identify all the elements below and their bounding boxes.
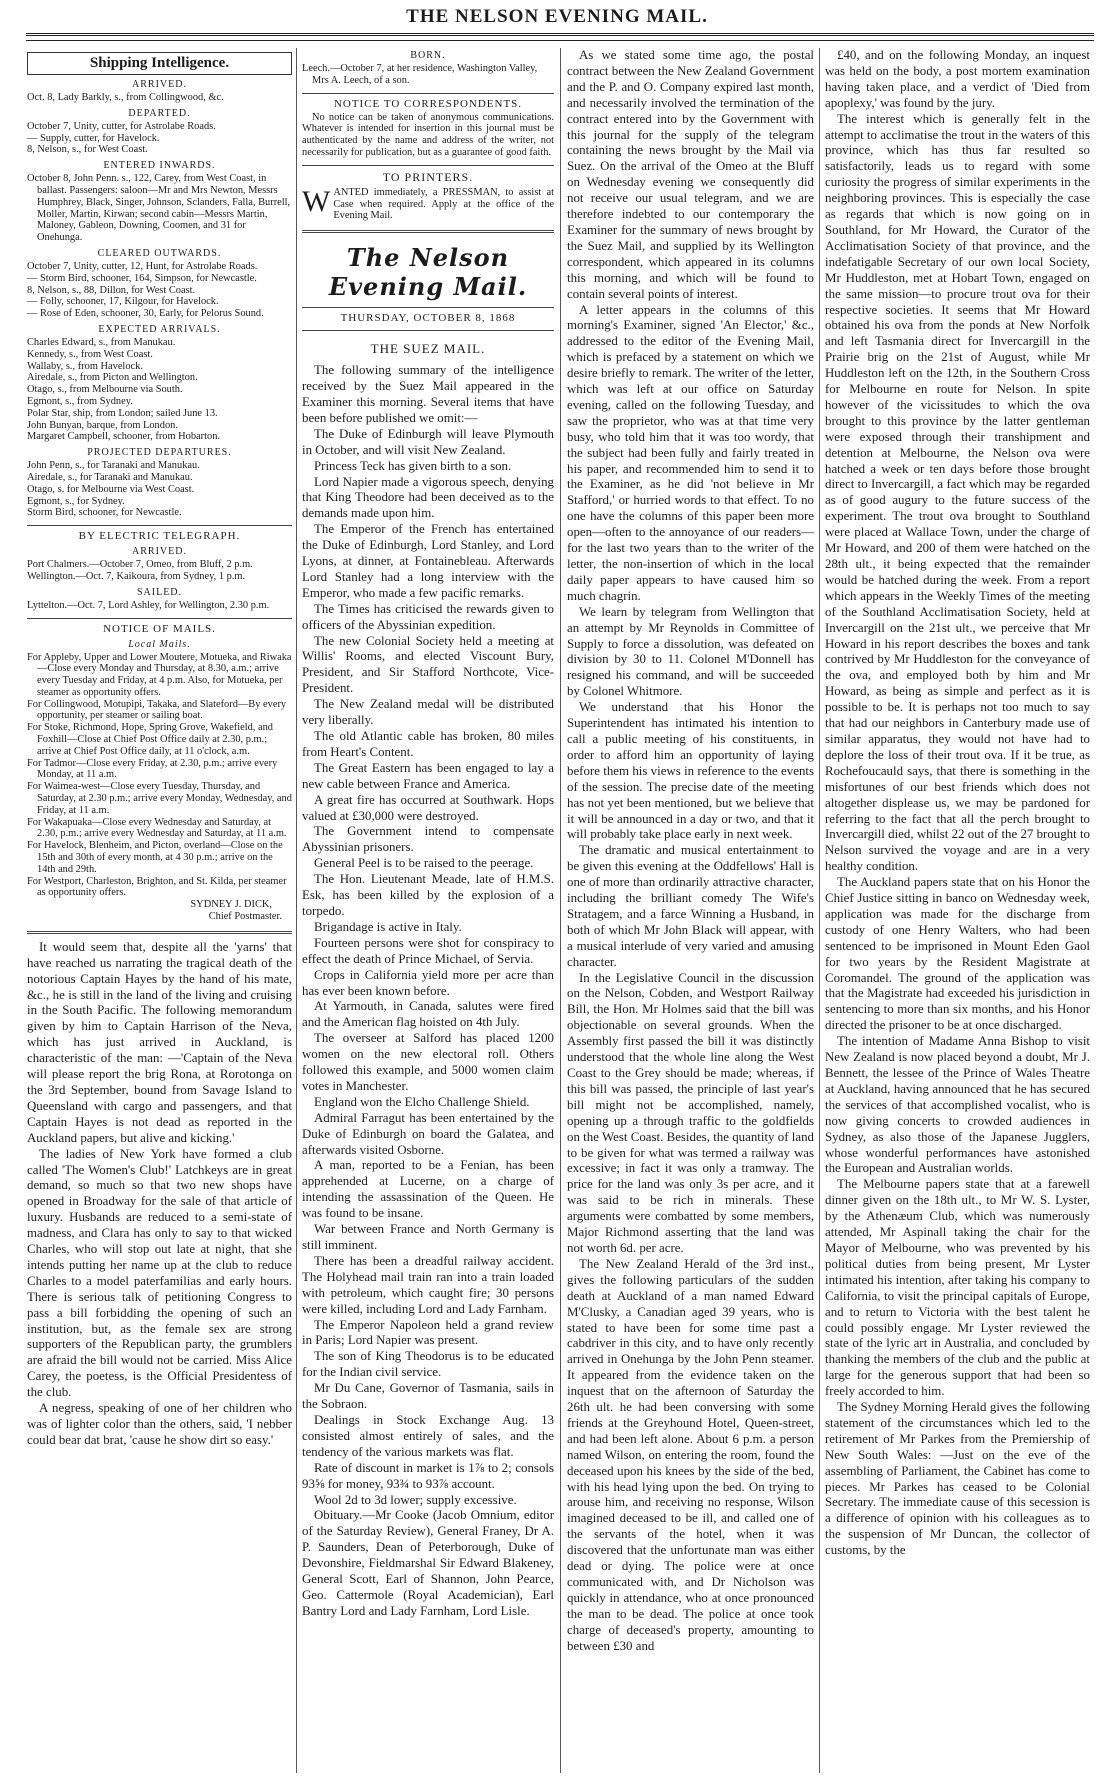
article-paragraph: The New Zealand Herald of the 3rd inst., gives the following particulars of the sudden death at Auckland of a man named Edward M'Clusky, a Canadian aged 39 years, who is stated to have been for some time past a cabdriver in this city, and to have only recently arrived in Onehunga by the John Penn steamer. It appeared from the evidence taken on the inquest that on the afternoon of Saturday the 26th ult. he had been conversing with some friends at the Greyhound Hotel, Queen-street, and had been left alone. About 6 p.m. a person named Wilson, on entering the room, found the deceased upon his knees by the side of the bed, with his head lying upon the bed. On trying to arouse him, and receiving no response, Wilson imagined deceased to be ill, and called one of the servants of the hotel, when it was discovered that the unfortunate man was either dead or dying. The police were at once communicated with, and Dr Nicholson was quickly in attendance, who at once pronounced the man to be dead. The police at once took charge of deceased's property, amounting to between £30 and bbox=[567, 1256, 814, 1653]
article-paragraph: £40, and on the following Monday, an inquest was held on the body, a post mortem examination having taken place, and a verdict of 'Died from apoplexy,' was found by the jury. bbox=[825, 48, 1090, 110]
article-paragraph: The New Zealand medal will be distributed very liberally. bbox=[302, 697, 554, 728]
article-paragraph: The Duke of Edinburgh will leave Plymouth in October, and will visit New Zealand. bbox=[302, 426, 554, 457]
article-paragraph: There has been a dreadful railway accident. The Holyhead mail train ran into a train loaded with petroleum, which caught fire; 30 persons were killed, including Lord and Lady Farnham. bbox=[302, 1253, 554, 1316]
article-paragraph: The Hon. Lieutenant Meade, late of H.M.S. Esk, has been killed by the explosion of a torpedo. bbox=[302, 872, 554, 918]
list-item: Oct. 8, Lady Barkly, s., from Collingwood, &c. bbox=[27, 92, 224, 103]
article-paragraph: War between France and North Germany is still imminent. bbox=[302, 1222, 554, 1253]
article-paragraph: The following summary of the intelligence received by the Suez Mail appeared in the Examiner this morning. Several items that have been before published we omit:— bbox=[302, 363, 554, 425]
article-paragraph: A negress, speaking of one of her children who was of lighter color than the others, said, 'I nebber could bear dat brat, 'cause he show dirt so easy.' bbox=[27, 1401, 292, 1447]
column-2 bbox=[302, 48, 554, 1773]
mails-subtitle: Local Mails. bbox=[128, 638, 191, 650]
printers-advert: ANTED immediately, a PRESSMAN, to assist at Case when required. Apply at the office of the Evening Mail. bbox=[333, 186, 554, 222]
list-item: Wellington.—Oct. 7, Kaikoura, from Sydney, 1 p.m. bbox=[27, 570, 246, 582]
list-item: For Wakapuaka—Close every Wednesday and Saturday, at 2.30, p.m.; arrive every Wednesday and Saturday, at 11 a.m. bbox=[27, 816, 287, 840]
list-item: Wallaby, s., from Havelock. bbox=[27, 360, 143, 372]
tel-arrived-heading: ARRIVED. bbox=[132, 546, 187, 558]
correspondents-heading: NOTICE TO CORRESPONDENTS. bbox=[333, 97, 523, 110]
list-item: Polar Star, ship, from London; sailed June 13. bbox=[27, 407, 218, 419]
arrived-heading: ARRIVED. bbox=[132, 79, 187, 90]
column-divider bbox=[560, 48, 561, 1773]
list-item: Airedale, s., for Taranaki and Manukau. bbox=[27, 471, 193, 483]
article-paragraph: England won the Elcho Challenge Shield. bbox=[314, 1094, 530, 1109]
article-paragraph: Fourteen persons were shot for conspiracy to effect the death of Prince Michael, of Servia. bbox=[302, 935, 554, 966]
list-item: Storm Bird, schooner, for Newcastle. bbox=[27, 507, 182, 519]
list-item: October 8, John Penn. s., 122, Carey, from West Coast, in ballast. Passengers: saloon—Mr and Mrs Newton, Messrs Humphrey, Black, Singer, Johnson, Sclanders, Falla, Burrell, Moller, Martin, Kirwan; second cabin—Messrs Martin, Maloney, Gableon, Downing, Coomen, and 31 for Onehunga. bbox=[27, 173, 291, 244]
column-divider bbox=[296, 48, 297, 1773]
born-heading: BORN. bbox=[410, 50, 446, 61]
dateline: THURSDAY, OCTOBER 8, 1868 bbox=[340, 312, 516, 325]
list-item: For Waimea-west—Close every Tuesday, Thursday, and Saturday, at 2.30 p.m.; arrive every Monday, Wednesday, and Friday, at 11 a.m. bbox=[27, 781, 292, 816]
list-item: Port Chalmers.—October 7, Omeo, from Bluff, 2 p.m. bbox=[27, 559, 253, 571]
article-paragraph: The Melbourne papers state that at a farewell dinner given on the 18th ult., to Mr W. S. Lyster, by the Athenæum Club, which was numerously attended, Mr Aspinall taking the chair for the Mayor of Melbourne, who was prevented by his political duties from being present, Mr Lyster intimated his intention, after taking his company to California, to visit the principal capitals of Europe, and to return to Victoria with the best talent he could possibly engage. Mr Lyster reviewed the state of the lyric art in Australia, and concluded by thanking the members of the club and the public at large for the generous support that had been so freely accorded to him. bbox=[825, 1177, 1090, 1399]
article-paragraph: The Great Eastern has been engaged to lay a new cable between France and America. bbox=[302, 760, 554, 791]
article-paragraph: Admiral Farragut has been entertained by the Duke of Edinburgh on board the Galatea, and afterwards visited Osborne. bbox=[302, 1110, 554, 1157]
article-paragraph: The Emperor of the French has entertained the Duke of Edinburgh, Lord Stanley, and Lord Lyons, at dinner, at Fontainebleau. Afterwards Lord Stanley had a long interview with the Emperor, who made a few pacific remarks. bbox=[302, 522, 554, 600]
article-paragraph: A great fire has occurred at Southwark. Hops valued at £30,000 were destroyed. bbox=[302, 792, 554, 823]
article-paragraph: The interest which is generally felt in the attempt to acclimatise the trout in the waters of this province, which has thus far resulted so satisfactorily, leads us to regard with some curiosity the progress of similar experiments in the neighboring provinces. This is especially the case as regards that which is now going on in Southland, for Mr Howard, the Curator of the Acclimatisation Society of that province, and the indefatigable Secretary of our own local Society, Mr Huddleston, met at Hobart Town, engaged on the same mission—to procure trout ova for their respective societies. It seems that Mr Howard obtained his ova from the ponds at New Norfolk and left Tasmania direct for Invercargill in the Prairie brig on the 21st of August, while Mr Huddleston left on the 12th, in the Southern Cross for Melbourne en route for Nelson. In spite however of the vicissitudes to which the ova brought to this province by the latter gentleman were exposed through their transhipment and detention at Melbourne, the Nelson ova were hatched a week or ten days before those brought direct to Invercargill, a fact which may be regarded as of good augury to the future success of the experiment. The trout ova brought to Southland were placed at Wallace Town, under the charge of Mr Howard, and 200 of them were hatched on the 28th ult., it being expected that the remainder would be hatched during the week. From a report which appears in the Weekly Times of the meeting of the Southland Acclimatisation Society, held at Invercargill on the 21st ult., we perceive that Mr Howard in his report describes the boxes and tank contrived by Mr Huddleston for the conveyance of the ova, and employed both by him and Mr Howard, as being as simple and perfect as it is possible to be. It is perhaps not too much to say that had our neighbors in Canterbury made use of similar apparatus, they would not have had to deplore the loss of their trout ova. If it be true, as Rochefoucauld says, that there is something in the misfortunes of our best friends which does not altogether displease us, we may be pardoned for referring to the fact that all the perch brought to Invercargill died, whilst 22 out of the 27 brought to Nelson survived the voyage and are in a very healthy condition. bbox=[825, 111, 1090, 874]
masthead-rule bbox=[26, 33, 1094, 36]
telegraph-heading: BY ELECTRIC TELEGRAPH. bbox=[78, 530, 241, 543]
drop-cap: W bbox=[302, 184, 331, 218]
section-rule bbox=[302, 307, 554, 308]
list-item: John Bunyan, barque, from London. bbox=[27, 419, 178, 431]
article-paragraph: The Emperor Napoleon held a grand review in Paris; Lord Napier was present. bbox=[302, 1317, 554, 1348]
correspondents-notice: No notice can be taken of anonymous communications. Whatever is intended for insertion in this journal must be authenticated by the name and address of the writer, not necessarily for publication, but as a guarantee of good faith. bbox=[302, 111, 554, 158]
article-paragraph: The new Colonial Society held a meeting at Willis' Rooms, and elected Viscount Bury, President, and Sir Stafford Northcote, Vice-President. bbox=[302, 633, 554, 696]
article-paragraph: It would seem that, despite all the 'yarns' that have reached us narrating the tragical death of the notorious Captain Hayes by the hand of his mate, &c., he is still in the land of the living and cruising in the South Pacific. The following memorandum given by him to Captain Harrison of the Neva, which has just arrived in Auckland, is characteristic of the man: —'Captain of the Neva will please report the brig Rona, at Rorotonga on the 3rd September, bound from Savage Island to Queensland with cargo and passengers, and that Captain Hayes is not dead as reported in the Auckland papers, but alive and kicking.' bbox=[27, 939, 292, 1145]
article-paragraph: Lord Napier made a vigorous speech, denying that King Theodore had been deceived as to the demands made upon him. bbox=[302, 474, 554, 521]
list-item: Margaret Campbell, schooner, from Hobarton. bbox=[27, 431, 221, 443]
list-item: October 7, Unity, cutter, for Astrolabe Roads. bbox=[27, 120, 216, 132]
article-paragraph: Obituary.—Mr Cooke (Jacob Omnium, editor of the Saturday Review), General Franey, Dr A. P. Saunders, Dean of Peterborough, Duke of Devonshire, Fieldmarshal Sir Edward Blakeney, General Scott, Earl of Shannon, John Pearce, Geo. Cattermole (Royal Academician), Earl Bantry Lord and Lady Farnham, Lord Lisle. bbox=[302, 1508, 554, 1618]
article-paragraph: The dramatic and musical entertainment to be given this evening at the Oddfellows' Hall is one of more than ordinarily attractive character, including the brilliant comedy The Wife's Stratagem, and a farce Winning a Husband, in both of which Mr John Black will appear, with a musical interlude of very varied and amusing character. bbox=[567, 843, 814, 969]
list-item: Lyttelton.—Oct. 7, Lord Ashley, for Wellington, 2.30 p.m. bbox=[27, 599, 270, 611]
list-item: For Stoke, Richmond, Hope, Spring Grove, Wakefield, and Foxhill—Close at Chief Post Office daily at 2.30, p.m.; arrive at Chief Post Office daily, at 11 o'clock, a.m. bbox=[27, 722, 274, 757]
column-divider bbox=[819, 48, 820, 1773]
list-item: Airedale, s., from Picton and Wellington. bbox=[27, 372, 198, 384]
signer-name: SYDNEY J. DICK, bbox=[190, 899, 272, 911]
nameplate: The Nelson Evening Mail. bbox=[328, 243, 528, 302]
article-paragraph: The overseer at Salford has placed 1200 women on the new electoral roll. Others followed this example, and 5000 women claim votes in Manchester. bbox=[302, 1031, 554, 1093]
list-item: — Folly, schooner, 17, Kilgour, for Havelock. bbox=[27, 296, 219, 308]
section-rule bbox=[302, 165, 554, 166]
cleared-heading: CLEARED OUTWARDS. bbox=[97, 247, 222, 259]
article-title: THE SUEZ MAIL. bbox=[370, 341, 486, 357]
departed-heading: DEPARTED. bbox=[128, 107, 191, 119]
col3-body bbox=[567, 48, 814, 1655]
section-rule bbox=[27, 525, 292, 526]
expected-heading: EXPECTED ARRIVALS. bbox=[98, 323, 221, 335]
article-paragraph: As we stated some time ago, the postal contract between the New Zealand Government and the P. and O. Company expired last month, and necessarily involved the termination of the contract entered into by the Government with this journal for the supply of the telegram containing the news brought by the Mail via Suez. On the arrival of the Omeo at the Bluff on Wednesday evening we consequently did not receive our usual telegram, and we are therefore indebted to our contemporary the Examiner for the summary of news brought by the Suez Mail, and supplied by its Wellington correspondent, which appeared in its columns this morning, and which will be found to contain several points of interest. bbox=[567, 48, 814, 301]
article-paragraph: Princess Teck has given birth to a son. bbox=[314, 458, 512, 473]
list-item: Charles Edward, s., from Manukau. bbox=[27, 336, 176, 348]
article-paragraph: In the Legislative Council in the discussion on the Nelson, Cobden, and Westport Railway Bill, the Hon. Mr Holmes said that the bill was objectionable on several grounds. When the Assembly first passed the bill it was distinctly understood that the whole line along the West Coast to the Grey should be made; whereas, if this bill was passed, the principle of last year's bill might not be accomplished, namely, opening up a through traffic to the goldfields on the West Coast. Besides, the quantity of land to be given for what was termed a railway was excessive; in fact it was only a tramway. The price for the land was only 3s per acre, and it was said to be rich in minerals. These arguments were combatted by some members, Major Richmond asserting that the land was not worth 6d. per acre. bbox=[567, 970, 814, 1255]
list-item: For Havelock, Blenheim, and Picton, overland—Close on the 15th and 30th of every month, at 4 30 p.m.; arrive on the 14th and 29th. bbox=[27, 840, 283, 875]
article-paragraph: General Peel is to be raised to the peerage. bbox=[314, 856, 534, 871]
col4-body bbox=[825, 48, 1090, 1559]
article-paragraph: Brigandage is active in Italy. bbox=[314, 919, 462, 934]
mails-title: NOTICE OF MAILS. bbox=[103, 622, 216, 635]
article-paragraph: A man, reported to be a Fenian, has been apprehended at Lucerne, on a charge of intending the assassination of the Queen. He was found to be insane. bbox=[302, 1158, 554, 1221]
column-4 bbox=[825, 48, 1090, 1773]
article-paragraph: The ladies of New York have formed a club called 'The Women's Club!' Latchkeys are in great demand, so much so that two new shops have opened in Broadway for the sale of that article of luxury. Husbands are reduced to a semi-state of madness, and Clara has only to say to that wicked Charles, who will stop out late at night, that she intends putting her name up at the club to reduce Charles to a model paterfamilias and early hours. There is serious talk of petitioning Congress to pass a bill forbidding the opening of such an institution, but, as the female sex are strong supporters of the Republican party, the grumblers are afraid the bill would not be carried. Miss Alice Carey, the poetess, is the Official Presidentess of the club. bbox=[27, 1146, 292, 1400]
signer-title: Chief Postmaster. bbox=[208, 911, 282, 923]
list-item: For Collingwood, Motupipi, Takaka, and Slateford—By every opportunity, per steamer or sailing boat. bbox=[27, 698, 287, 722]
article-paragraph: Mr Du Cane, Governor of Tasmania, sails in the Sobraon. bbox=[302, 1381, 554, 1412]
born-notice: Leech.—October 7, at her residence, Washington Valley, Mrs A. Leech, of a son. bbox=[302, 63, 538, 86]
shipping-title: Shipping Intelligence. bbox=[27, 52, 292, 75]
tel-sailed-heading: SAILED. bbox=[136, 586, 183, 598]
entered-heading: ENTERED INWARDS. bbox=[103, 160, 216, 172]
list-item: For Westport, Charleston, Brighton, and St. Kilda, per steamer as opportunity offers. bbox=[27, 875, 287, 899]
section-rule bbox=[302, 230, 554, 233]
article-paragraph: Wool 2d to 3d lower; supply excessive. bbox=[314, 1492, 517, 1507]
article-paragraph: Crops in California yield more per acre than has ever been known before. bbox=[302, 967, 554, 998]
article-paragraph: A letter appears in the columns of this morning's Examiner, signed 'An Elector,' &c., addressed to the editor of the Evening Mail, which is prefaced by a statement on which we desire briefly to remark. The writer of the letter, which was left at our office on Saturday evening, called on the following Tuesday, and saw the proprietor, who was at that time very busy, who told him that it was too wordy, that the subject had been fully and fairly treated in his paper, and recommended him to send it to the Examiner, as he did 'not believe in Mr Stafford,' or hurried words to that effect. To no one have the columns of this paper been more open—often to the annoyance of our readers—for the last two years than to the writer of the letter, the non-insertion of which in the local daily paper appears to have caused him so much chagrin. bbox=[567, 302, 814, 603]
list-item: 8, Nelson, s., 88, Dillon, for West Coast. bbox=[27, 284, 196, 296]
list-item: For Appleby, Upper and Lower Moutere, Motueka, and Riwaka—Close every Monday and Thursday, at 8.30, a.m.; arrive every Tuesday and Friday, at 4 p.m. Also, for Motueka, per steamer as opportunity offers. bbox=[27, 651, 292, 698]
section-rule bbox=[302, 330, 554, 331]
article-paragraph: The Sydney Morning Herald gives the following statement of the circumstances which led to the retirement of Mr Parkes from the Premiership of New South Wales: —Just on the eve of the assembling of Parliament, the Cabinet has come to pieces. Mr Parkes has ceased to be Colonial Secretary. The immediate cause of this secession is a difference of opinion with his colleagues as to the suspension of Mr Duncan, the collector of customs, by the bbox=[825, 1400, 1090, 1558]
column-1 bbox=[27, 48, 292, 1773]
masthead-rule-thin bbox=[26, 40, 1094, 41]
list-item: Egmont, s., from Sydney. bbox=[27, 395, 133, 407]
printers-heading: TO PRINTERS. bbox=[382, 169, 474, 184]
article-paragraph: Dealings in Stock Exchange Aug. 13 consisted almost entirely of sales, and the tendency of the various markets was flat. bbox=[302, 1412, 554, 1459]
article-paragraph: The Government intend to compensate Abyssinian prisoners. bbox=[302, 824, 554, 855]
suez-body bbox=[302, 363, 554, 1620]
list-item: — Supply, cutter, for Havelock. bbox=[27, 132, 160, 144]
article-paragraph: We understand that his Honor the Superintendent has intimated his intention to call a public meeting of his constituents, in order to afford him an opportunity of laying before them his views in reference to the events of the session. The precise date of the meeting has not yet been mentioned, but we believe that it will be announced in a day or two, and that it will probably take place early in next week. bbox=[567, 700, 814, 842]
list-item: — Rose of Eden, schooner, 30, Early, for Pelorus Sound. bbox=[27, 308, 264, 320]
article-paragraph: The Auckland papers state that on his Honor the Chief Justice sitting in banco on Wednesday week, application was made for the discharge from custody of one Henry Walters, who had been sentenced to be imprisoned in Mount Eden Gaol for two years by the Resident Magistrate at Coromandel. The ground of the application was that the Magistrate had exceeded his jurisdiction in sentencing to more than six months, and his Honor directed the prisoner to be at once discharged. bbox=[825, 875, 1090, 1033]
article-paragraph: The son of King Theodorus is to be educated for the Indian civil service. bbox=[302, 1349, 554, 1380]
article-paragraph: We learn by telegram from Wellington that an attempt by Mr Reynolds in Committee of Supply to force a dissolution, was defeated on division by 30 to 11. Colonel M'Donnell has resigned his command, and will be succeeded by Colonel Whitmore. bbox=[567, 604, 814, 699]
list-item: 8, Nelson, s., for West Coast. bbox=[27, 144, 148, 156]
list-item: Kennedy, s., from West Coast. bbox=[27, 348, 153, 360]
masthead: THE NELSON EVENING MAIL. bbox=[406, 6, 708, 27]
section-rule bbox=[27, 618, 292, 619]
list-item: John Penn, s., for Taranaki and Manukau. bbox=[27, 460, 200, 472]
column-3 bbox=[567, 48, 814, 1773]
projected-heading: PROJECTED DEPARTURES. bbox=[87, 447, 232, 459]
list-item: For Tadmor—Close every Friday, at 2.30, p.m.; arrive every Monday, at 11 a.m. bbox=[27, 757, 278, 781]
list-item: Otago, s., from Melbourne via South. bbox=[27, 384, 183, 396]
section-rule bbox=[27, 931, 292, 934]
article-paragraph: Rate of discount in market is 1⅞ to 2; consols 93⅝ for money, 93¾ to 93⅞ account. bbox=[302, 1460, 554, 1491]
article-paragraph: At Yarmouth, in Canada, salutes were fired and the American flag hoisted on 4th July. bbox=[302, 999, 554, 1030]
article-paragraph: The intention of Madame Anna Bishop to visit New Zealand is now placed beyond a doubt, Mr J. Bennett, the lessee of the Prince of Wales Theatre at Auckland, having announced that he has secured the services of that accomplished vocalist, who is now giving concerts to crowded audiences in Sydney, as also those of the Japanese Jugglers, whose wonderful performances have astonished the European and Australian worlds. bbox=[825, 1034, 1090, 1176]
list-item: Otago, s. for Melbourne via West Coast. bbox=[27, 483, 195, 495]
list-item: — Storm Bird, schooner, 164, Simpson, for Newcastle. bbox=[27, 272, 257, 284]
article-paragraph: The old Atlantic cable has broken, 80 miles from Heart's Content. bbox=[302, 729, 554, 759]
list-item: October 7, Unity, cutter, 12, Hunt, for Astrolabe Roads. bbox=[27, 260, 258, 272]
section-rule bbox=[302, 93, 554, 94]
article-paragraph: The Times has criticised the rewards given to officers of the Abyssinian expedition. bbox=[302, 601, 554, 632]
list-item: Egmont, s., for Sydney. bbox=[27, 495, 125, 507]
